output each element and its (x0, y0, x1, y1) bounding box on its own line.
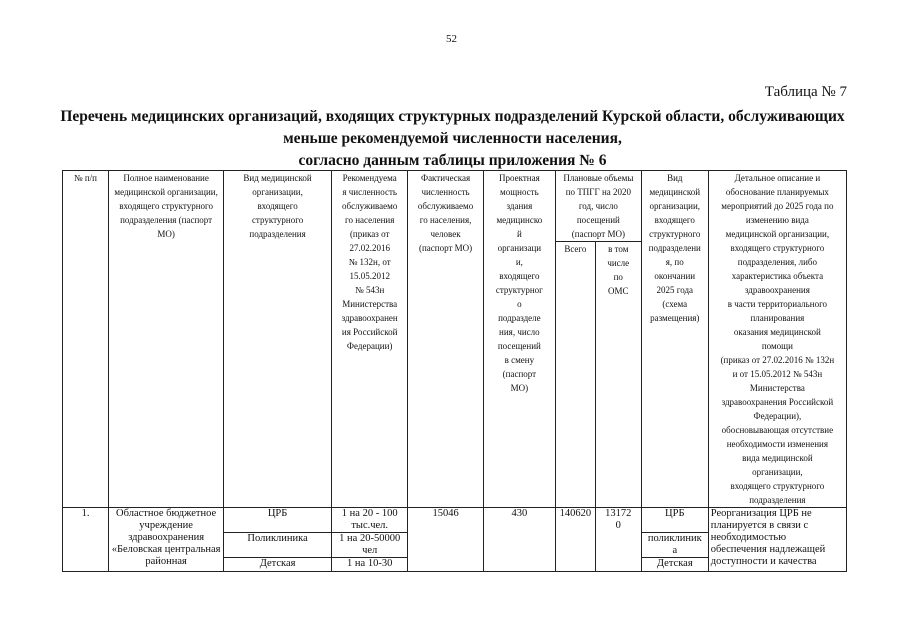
table-row (63, 508, 847, 533)
row-description: Реорганизация ЦРБ не планируется в связи с необходимостью обеспечения надлежащей доступности и качества (708, 508, 846, 572)
header-description: Детальное описание и обоснование планируемых мероприятий до 2025 года по изменению вида медицинской организации, входящего структурного подразделения, либо характеристика объекта здравоохранения в части территориального планирования оказания медицинской помощи (приказ от 27.02.2016 № 132н и от 15.05.2012 № 543н Министерства здравоохранения Российской Федерации), обосновывающая отсутствие необходимости изменения вида медицинской организации, входящего структурного подразделения (708, 171, 846, 508)
header-org-name: Полное наименование медицинской организации, входящего структурного подразделения (паспорт МО) (109, 171, 224, 508)
row-future-type-2: поликлиник а (641, 533, 708, 558)
page-number: 52 (446, 33, 457, 45)
header-recommended-population: Рекомендуема я численность обслуживаемо го населения (приказ от 27.02.2016 № 132н, от 15.05.2012 № 543н Министерства здравоохранен ия Российской Федерации) (331, 171, 407, 508)
title-line-3: согласно данным таблицы приложения № 6 (298, 152, 607, 169)
header-capacity: Проектная мощность здания медицинско й организаци и, входящего структурног о подразделе ния, число посещений в смену (паспорт МО) (483, 171, 555, 508)
title-line-1: Перечень медицинских организаций, входящих структурных подразделений Курской области, обслуживающих (60, 108, 845, 125)
header-actual-population: Фактическая численность обслуживаемо го населения, человек (паспорт МО) (408, 171, 483, 508)
organizations-table (62, 170, 847, 572)
row-total: 140620 (555, 508, 595, 572)
row-capacity: 430 (483, 508, 555, 572)
row-oms: 13172 0 (595, 508, 641, 572)
row-type-3: Детская (224, 558, 332, 572)
title-line-2: меньше рекомендуемой численности населения, (283, 130, 622, 147)
row-future-type-3: Детская (641, 558, 708, 572)
header-num: № п/п (63, 171, 109, 508)
row-norm-2: 1 на 20-50000 чел (331, 533, 407, 558)
row-type-1: ЦРБ (224, 508, 332, 533)
header-future-type: Вид медицинской организации, входящего структурного подразделени я, по окончании 2025 года (схема размещения) (641, 171, 708, 508)
header-org-type: Вид медицинской организации, входящего структурного подразделения (224, 171, 332, 508)
table-label: Таблица № 7 (764, 84, 847, 100)
row-type-2: Поликлиника (224, 533, 332, 558)
header-planned-volumes: Плановые объемы по ТПГГ на 2020 год, число посещений (паспорт МО) (555, 171, 641, 242)
row-number: 1. (63, 508, 109, 572)
row-future-type-1: ЦРБ (641, 508, 708, 533)
row-norm-1: 1 на 20 - 100 тыс.чел. (331, 508, 407, 533)
header-row (63, 171, 847, 242)
row-norm-3: 1 на 10-30 (331, 558, 407, 572)
header-oms: в том числе по ОМС (595, 242, 641, 508)
header-total: Всего (555, 242, 595, 508)
row-org-name: Областное бюджетное учреждение здравоохранения «Беловская центральная районная (109, 508, 224, 572)
row-actual: 15046 (408, 508, 483, 572)
document-title (40, 106, 865, 172)
